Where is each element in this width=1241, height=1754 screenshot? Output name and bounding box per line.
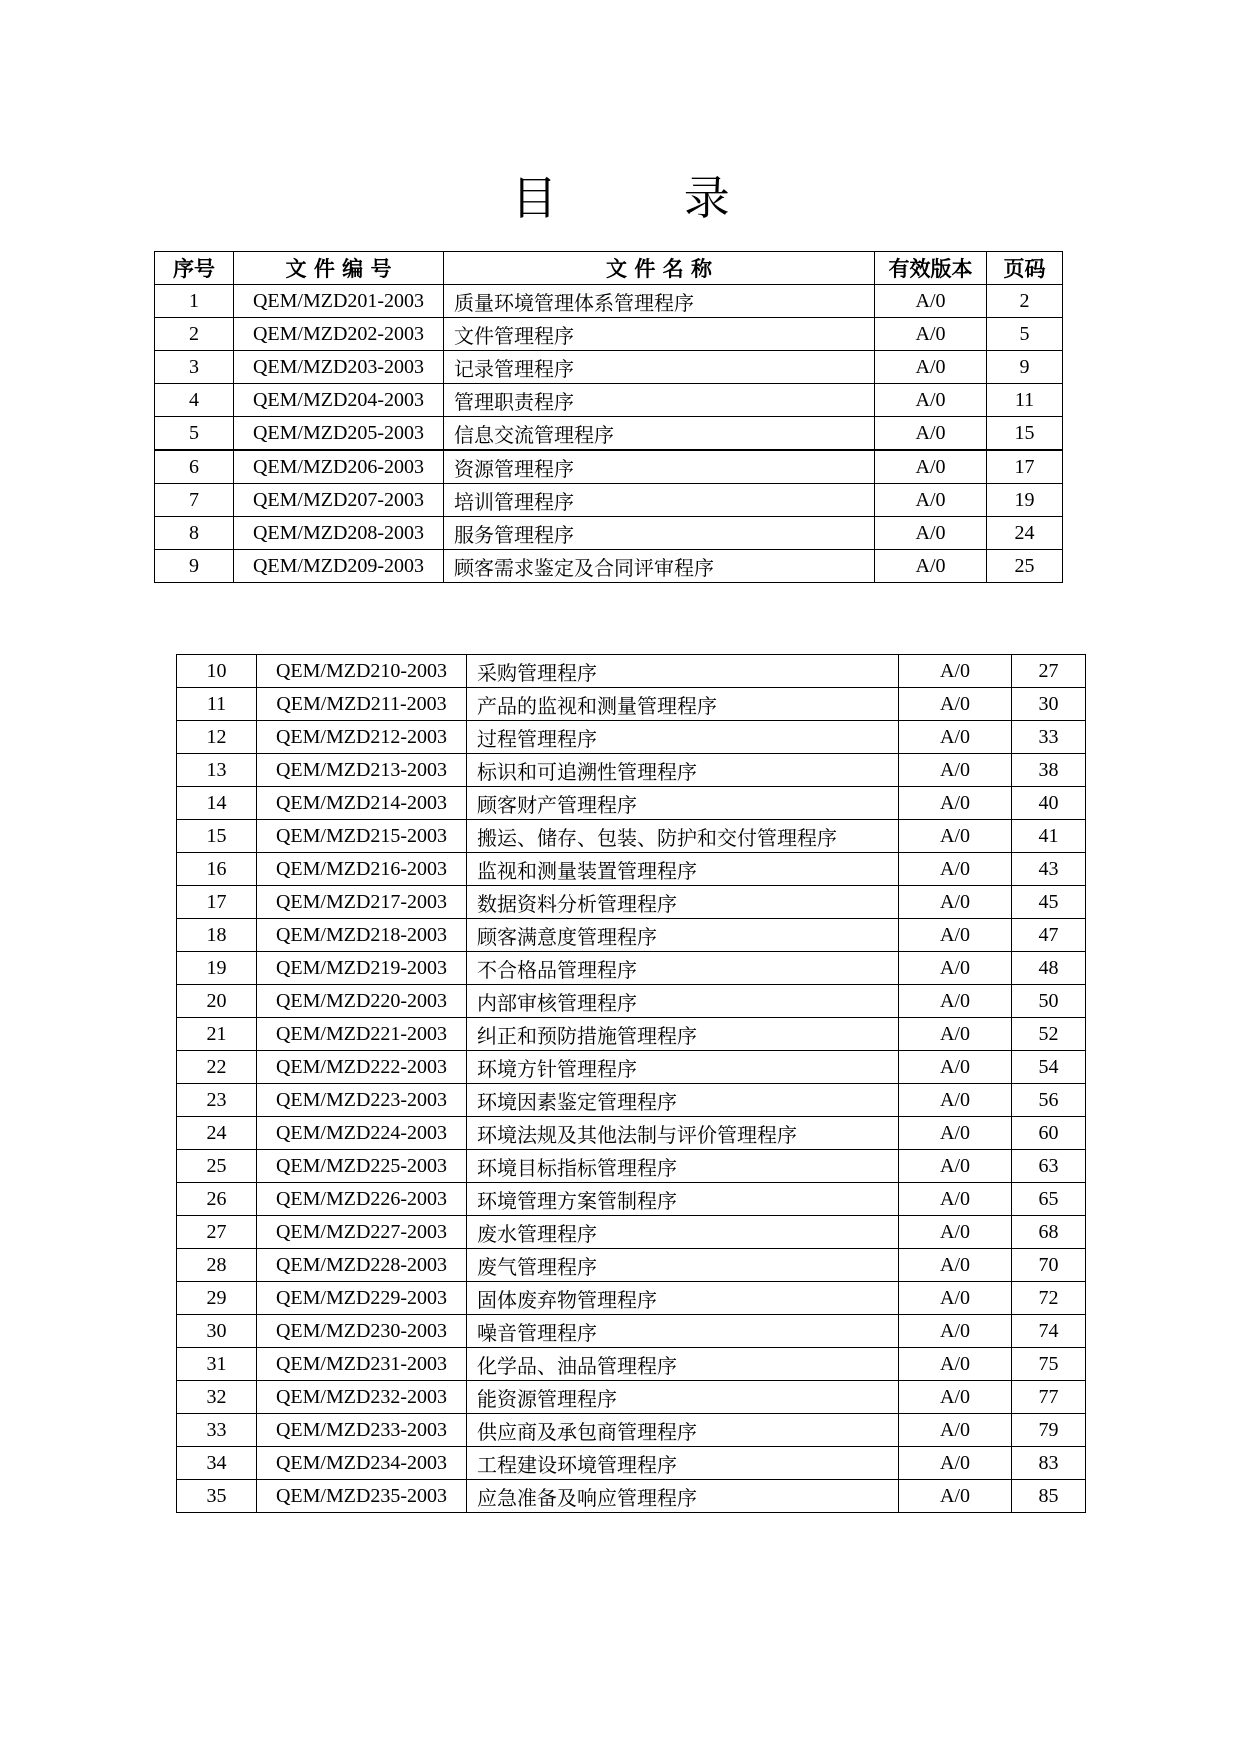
row-seq: 34 (177, 1447, 257, 1480)
row-seq: 11 (177, 688, 257, 721)
row-page: 41 (1012, 820, 1086, 853)
row-name: 固体废弃物管理程序 (467, 1282, 899, 1315)
row-page: 48 (1012, 952, 1086, 985)
row-code: QEM/MZD219-2003 (257, 952, 467, 985)
row-page: 24 (987, 517, 1063, 550)
row-version: A/0 (899, 886, 1012, 919)
row-code: QEM/MZD225-2003 (257, 1150, 467, 1183)
table-row (177, 1282, 1086, 1315)
table-row (177, 655, 1086, 688)
row-name: 废水管理程序 (467, 1216, 899, 1249)
row-code: QEM/MZD228-2003 (257, 1249, 467, 1282)
row-version: A/0 (899, 1282, 1012, 1315)
row-code: QEM/MZD229-2003 (257, 1282, 467, 1315)
row-name: 产品的监视和测量管理程序 (467, 688, 899, 721)
row-name: 纠正和预防措施管理程序 (467, 1018, 899, 1051)
table-row (155, 550, 1063, 583)
table-row (155, 351, 1063, 384)
row-code: QEM/MZD230-2003 (257, 1315, 467, 1348)
row-version: A/0 (899, 1117, 1012, 1150)
row-seq: 33 (177, 1414, 257, 1447)
row-seq: 16 (177, 853, 257, 886)
row-page: 47 (1012, 919, 1086, 952)
row-name: 搬运、储存、包装、防护和交付管理程序 (467, 820, 899, 853)
row-name: 顾客需求鉴定及合同评审程序 (444, 550, 875, 583)
toc-table-2 (176, 654, 1086, 1513)
row-code: QEM/MZD206-2003 (234, 450, 444, 484)
row-seq: 31 (177, 1348, 257, 1381)
row-name: 环境方针管理程序 (467, 1051, 899, 1084)
row-seq: 35 (177, 1480, 257, 1513)
table-row (177, 787, 1086, 820)
row-page: 5 (987, 318, 1063, 351)
row-seq: 18 (177, 919, 257, 952)
table-row (177, 820, 1086, 853)
row-page: 40 (1012, 787, 1086, 820)
row-seq: 9 (155, 550, 234, 583)
row-version: A/0 (899, 1051, 1012, 1084)
table-row (155, 417, 1063, 451)
row-code: QEM/MZD232-2003 (257, 1381, 467, 1414)
row-name: 培训管理程序 (444, 484, 875, 517)
table-row (155, 517, 1063, 550)
row-name: 记录管理程序 (444, 351, 875, 384)
row-name: 服务管理程序 (444, 517, 875, 550)
row-name: 应急准备及响应管理程序 (467, 1480, 899, 1513)
row-page: 25 (987, 550, 1063, 583)
table-row (177, 1249, 1086, 1282)
row-page: 15 (987, 417, 1063, 451)
header-row (155, 252, 1063, 285)
row-name: 环境法规及其他法制与评价管理程序 (467, 1117, 899, 1150)
row-seq: 24 (177, 1117, 257, 1150)
row-version: A/0 (899, 1150, 1012, 1183)
table-row (155, 450, 1063, 484)
row-code: QEM/MZD214-2003 (257, 787, 467, 820)
row-page: 83 (1012, 1447, 1086, 1480)
row-name: 文件管理程序 (444, 318, 875, 351)
row-code: QEM/MZD211-2003 (257, 688, 467, 721)
row-page: 50 (1012, 985, 1086, 1018)
table-row (177, 721, 1086, 754)
row-code: QEM/MZD203-2003 (234, 351, 444, 384)
row-code: QEM/MZD216-2003 (257, 853, 467, 886)
row-name: 能资源管理程序 (467, 1381, 899, 1414)
row-code: QEM/MZD224-2003 (257, 1117, 467, 1150)
row-version: A/0 (899, 1414, 1012, 1447)
row-seq: 17 (177, 886, 257, 919)
row-name: 工程建设环境管理程序 (467, 1447, 899, 1480)
row-version: A/0 (875, 517, 987, 550)
row-page: 9 (987, 351, 1063, 384)
table-row (155, 484, 1063, 517)
row-version: A/0 (899, 1480, 1012, 1513)
row-name: 监视和测量装置管理程序 (467, 853, 899, 886)
row-version: A/0 (899, 1315, 1012, 1348)
row-code: QEM/MZD231-2003 (257, 1348, 467, 1381)
row-name: 数据资料分析管理程序 (467, 886, 899, 919)
table-row (177, 985, 1086, 1018)
row-name: 过程管理程序 (467, 721, 899, 754)
row-name: 管理职责程序 (444, 384, 875, 417)
row-code: QEM/MZD215-2003 (257, 820, 467, 853)
row-seq: 7 (155, 484, 234, 517)
header-page: 页码 (987, 252, 1063, 285)
row-seq: 2 (155, 318, 234, 351)
table-row (177, 1051, 1086, 1084)
row-version: A/0 (899, 1447, 1012, 1480)
row-version: A/0 (899, 754, 1012, 787)
row-seq: 20 (177, 985, 257, 1018)
row-code: QEM/MZD205-2003 (234, 417, 444, 451)
row-name: 内部审核管理程序 (467, 985, 899, 1018)
row-seq: 27 (177, 1216, 257, 1249)
row-page: 65 (1012, 1183, 1086, 1216)
row-version: A/0 (899, 1249, 1012, 1282)
row-seq: 10 (177, 655, 257, 688)
row-seq: 3 (155, 351, 234, 384)
row-seq: 6 (155, 450, 234, 484)
row-page: 52 (1012, 1018, 1086, 1051)
row-page: 17 (987, 450, 1063, 484)
table-row (177, 1447, 1086, 1480)
row-name: 废气管理程序 (467, 1249, 899, 1282)
row-seq: 21 (177, 1018, 257, 1051)
row-name: 环境因素鉴定管理程序 (467, 1084, 899, 1117)
row-code: QEM/MZD213-2003 (257, 754, 467, 787)
row-seq: 13 (177, 754, 257, 787)
row-seq: 29 (177, 1282, 257, 1315)
row-version: A/0 (899, 1381, 1012, 1414)
row-version: A/0 (899, 1018, 1012, 1051)
row-code: QEM/MZD209-2003 (234, 550, 444, 583)
row-code: QEM/MZD233-2003 (257, 1414, 467, 1447)
row-seq: 22 (177, 1051, 257, 1084)
table-row (177, 853, 1086, 886)
header-code: 文 件 编 号 (234, 252, 444, 285)
table-row (177, 1117, 1086, 1150)
row-version: A/0 (899, 1084, 1012, 1117)
row-version: A/0 (899, 688, 1012, 721)
row-page: 33 (1012, 721, 1086, 754)
row-name: 标识和可追溯性管理程序 (467, 754, 899, 787)
row-code: QEM/MZD226-2003 (257, 1183, 467, 1216)
row-seq: 19 (177, 952, 257, 985)
row-page: 45 (1012, 886, 1086, 919)
row-version: A/0 (899, 1348, 1012, 1381)
table-row (177, 1183, 1086, 1216)
row-page: 54 (1012, 1051, 1086, 1084)
row-seq: 1 (155, 285, 234, 318)
row-code: QEM/MZD227-2003 (257, 1216, 467, 1249)
row-seq: 26 (177, 1183, 257, 1216)
table-row (155, 285, 1063, 318)
row-code: QEM/MZD217-2003 (257, 886, 467, 919)
row-version: A/0 (899, 721, 1012, 754)
row-code: QEM/MZD218-2003 (257, 919, 467, 952)
row-seq: 25 (177, 1150, 257, 1183)
row-seq: 28 (177, 1249, 257, 1282)
page-title: 目 录 (511, 171, 786, 225)
row-version: A/0 (899, 1216, 1012, 1249)
row-version: A/0 (899, 820, 1012, 853)
row-code: QEM/MZD201-2003 (234, 285, 444, 318)
table-row (177, 886, 1086, 919)
table-row (177, 1150, 1086, 1183)
row-page: 85 (1012, 1480, 1086, 1513)
table-row (177, 1018, 1086, 1051)
row-page: 38 (1012, 754, 1086, 787)
table-row (177, 1315, 1086, 1348)
row-seq: 4 (155, 384, 234, 417)
row-version: A/0 (899, 853, 1012, 886)
row-seq: 30 (177, 1315, 257, 1348)
row-seq: 5 (155, 417, 234, 451)
table-row (177, 688, 1086, 721)
row-name: 资源管理程序 (444, 450, 875, 484)
row-page: 11 (987, 384, 1063, 417)
table-row (177, 754, 1086, 787)
toc-table-1 (154, 251, 1063, 583)
table-row (177, 1414, 1086, 1447)
table-row (177, 919, 1086, 952)
header-version: 有效版本 (875, 252, 987, 285)
row-seq: 14 (177, 787, 257, 820)
row-code: QEM/MZD202-2003 (234, 318, 444, 351)
table-row (177, 952, 1086, 985)
row-seq: 12 (177, 721, 257, 754)
row-name: 化学品、油品管理程序 (467, 1348, 899, 1381)
row-code: QEM/MZD212-2003 (257, 721, 467, 754)
row-page: 68 (1012, 1216, 1086, 1249)
row-version: A/0 (875, 450, 987, 484)
row-page: 77 (1012, 1381, 1086, 1414)
row-code: QEM/MZD204-2003 (234, 384, 444, 417)
row-name: 环境管理方案管制程序 (467, 1183, 899, 1216)
row-page: 74 (1012, 1315, 1086, 1348)
row-page: 43 (1012, 853, 1086, 886)
table-row (177, 1480, 1086, 1513)
table-row (177, 1216, 1086, 1249)
row-page: 63 (1012, 1150, 1086, 1183)
row-version: A/0 (875, 351, 987, 384)
row-code: QEM/MZD208-2003 (234, 517, 444, 550)
row-version: A/0 (899, 655, 1012, 688)
row-version: A/0 (875, 484, 987, 517)
table-row (177, 1084, 1086, 1117)
table-row (155, 318, 1063, 351)
row-code: QEM/MZD222-2003 (257, 1051, 467, 1084)
table-row (177, 1348, 1086, 1381)
row-code: QEM/MZD221-2003 (257, 1018, 467, 1051)
row-page: 72 (1012, 1282, 1086, 1315)
table-row (155, 384, 1063, 417)
row-version: A/0 (899, 787, 1012, 820)
row-name: 采购管理程序 (467, 655, 899, 688)
row-name: 信息交流管理程序 (444, 417, 875, 451)
row-code: QEM/MZD210-2003 (257, 655, 467, 688)
row-page: 79 (1012, 1414, 1086, 1447)
row-page: 70 (1012, 1249, 1086, 1282)
row-name: 顾客满意度管理程序 (467, 919, 899, 952)
row-page: 2 (987, 285, 1063, 318)
row-page: 75 (1012, 1348, 1086, 1381)
row-version: A/0 (875, 318, 987, 351)
row-version: A/0 (899, 919, 1012, 952)
row-version: A/0 (875, 384, 987, 417)
row-seq: 8 (155, 517, 234, 550)
row-page: 60 (1012, 1117, 1086, 1150)
row-version: A/0 (875, 550, 987, 583)
row-page: 27 (1012, 655, 1086, 688)
table-row (177, 1381, 1086, 1414)
row-name: 供应商及承包商管理程序 (467, 1414, 899, 1447)
row-page: 30 (1012, 688, 1086, 721)
row-version: A/0 (875, 417, 987, 451)
row-code: QEM/MZD223-2003 (257, 1084, 467, 1117)
row-page: 56 (1012, 1084, 1086, 1117)
row-name: 顾客财产管理程序 (467, 787, 899, 820)
row-name: 不合格品管理程序 (467, 952, 899, 985)
row-seq: 23 (177, 1084, 257, 1117)
header-name: 文 件 名 称 (444, 252, 875, 285)
row-version: A/0 (875, 285, 987, 318)
row-version: A/0 (899, 1183, 1012, 1216)
row-page: 19 (987, 484, 1063, 517)
row-version: A/0 (899, 952, 1012, 985)
row-seq: 15 (177, 820, 257, 853)
row-name: 质量环境管理体系管理程序 (444, 285, 875, 318)
row-version: A/0 (899, 985, 1012, 1018)
row-code: QEM/MZD220-2003 (257, 985, 467, 1018)
row-code: QEM/MZD235-2003 (257, 1480, 467, 1513)
row-code: QEM/MZD234-2003 (257, 1447, 467, 1480)
row-name: 环境目标指标管理程序 (467, 1150, 899, 1183)
row-code: QEM/MZD207-2003 (234, 484, 444, 517)
row-name: 噪音管理程序 (467, 1315, 899, 1348)
header-seq: 序号 (155, 252, 234, 285)
row-seq: 32 (177, 1381, 257, 1414)
